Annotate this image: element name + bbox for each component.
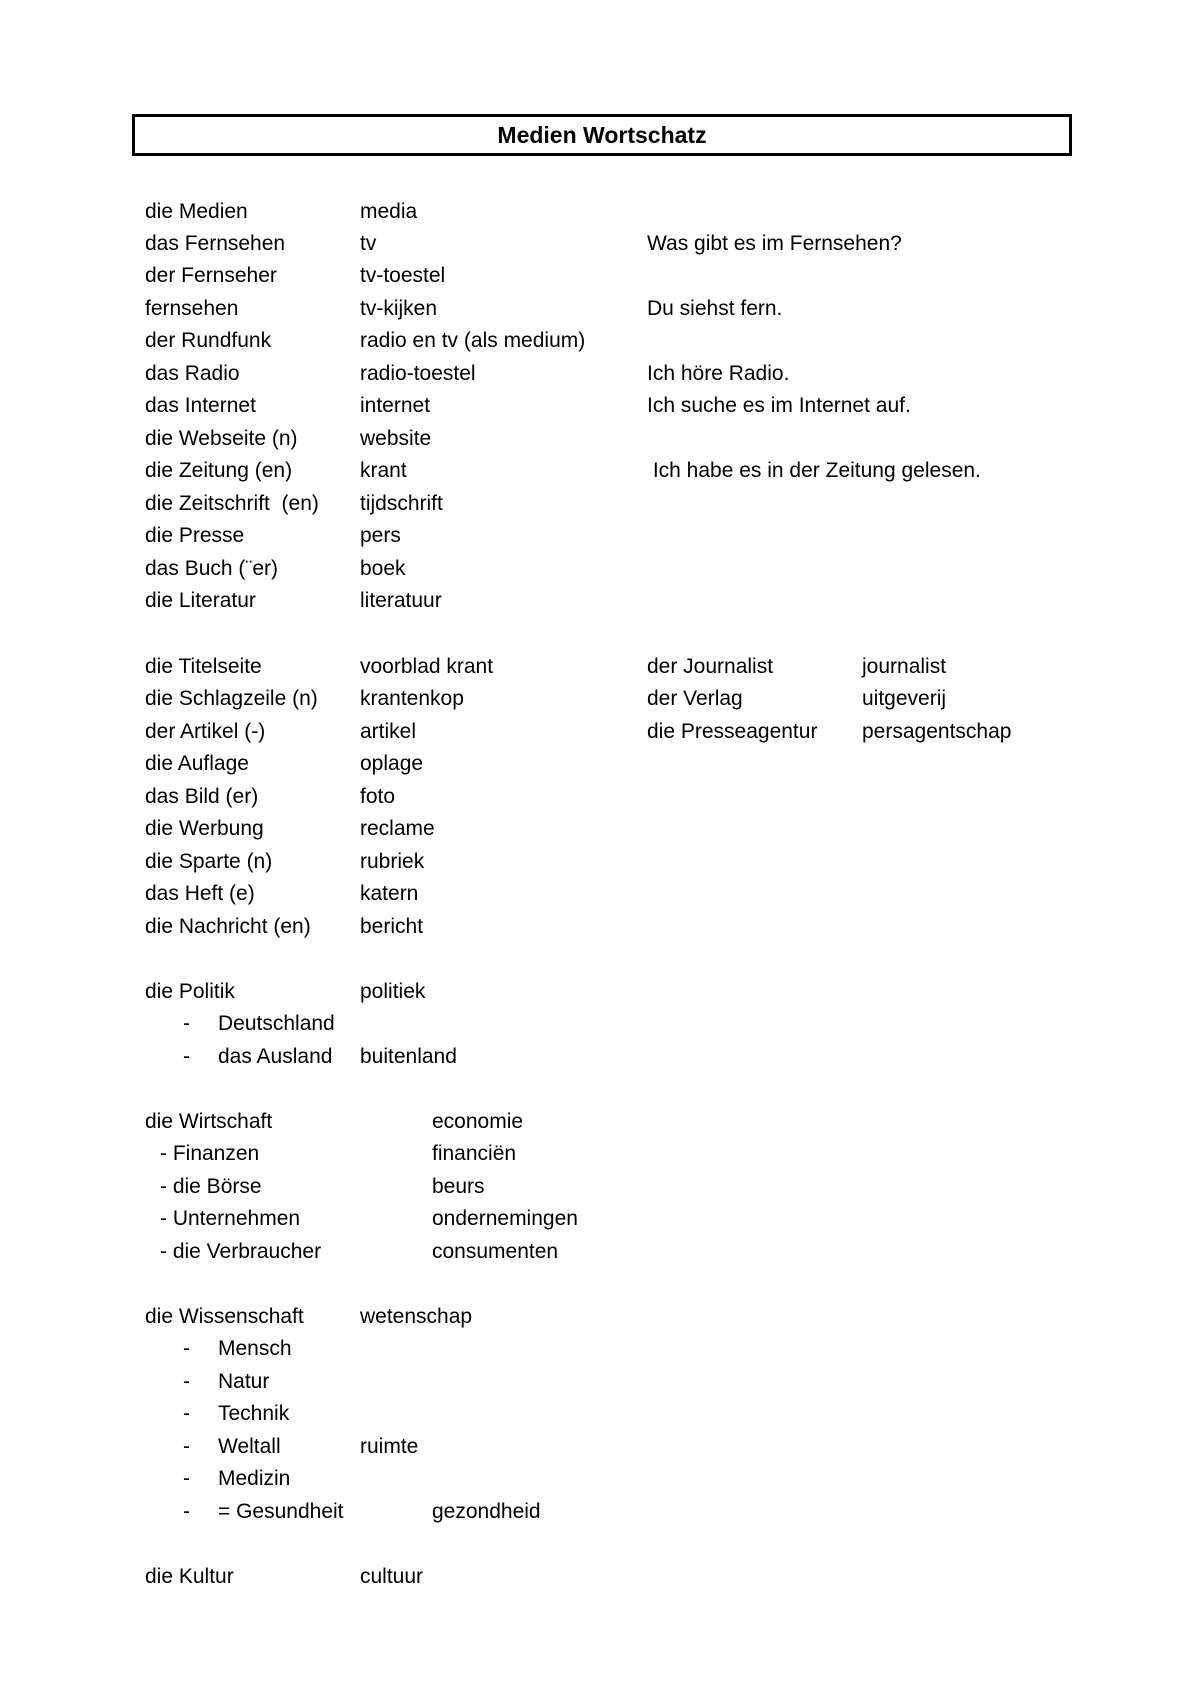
- vocab-nl: persagentschap: [862, 720, 1012, 743]
- list-dash: -: [183, 1337, 190, 1360]
- vocab-nl: financiën: [432, 1142, 517, 1165]
- vocab-de: das Fernsehen: [145, 232, 286, 255]
- vocab-de: Medizin: [218, 1467, 291, 1490]
- vocab-de: die Schlagzeile (n): [145, 687, 318, 710]
- vocab-nl: reclame: [360, 817, 435, 840]
- vocab-nl: tijdschrift: [360, 492, 443, 515]
- vocab-de: der Verlag: [647, 687, 743, 710]
- vocab-de: das Heft (e): [145, 882, 255, 905]
- vocab-de: - Finanzen: [160, 1142, 260, 1165]
- list-dash: -: [183, 1045, 190, 1068]
- vocab-de: Deutschland: [218, 1012, 335, 1035]
- vocab-de: das Radio: [145, 362, 240, 385]
- vocab-nl: website: [360, 427, 432, 450]
- vocab-de: der Journalist: [647, 655, 774, 678]
- vocab-de: Natur: [218, 1370, 270, 1393]
- vocab-nl: literatuur: [360, 589, 442, 612]
- vocab-de: - die Verbraucher: [160, 1240, 322, 1263]
- vocab-de: - die Börse: [160, 1175, 262, 1198]
- vocab-nl: internet: [360, 394, 431, 417]
- vocab-nl: radio-toestel: [360, 362, 476, 385]
- vocab-nl: tv-kijken: [360, 297, 438, 320]
- vocab-de: - Unternehmen: [160, 1207, 301, 1230]
- vocab-nl: beurs: [432, 1175, 485, 1198]
- vocab-de: die Wirtschaft: [145, 1110, 273, 1133]
- vocab-nl: media: [360, 200, 418, 223]
- vocab-de: das Internet: [145, 394, 256, 417]
- vocab-de: die Zeitschrift (en): [145, 492, 319, 515]
- vocab-de: das Ausland: [218, 1045, 333, 1068]
- vocab-de: die Webseite (n): [145, 427, 298, 450]
- vocab-nl: gezondheid: [432, 1500, 541, 1523]
- vocab-nl: artikel: [360, 720, 417, 743]
- vocab-de: die Literatur: [145, 589, 256, 612]
- vocab-nl: rubriek: [360, 850, 425, 873]
- vocab-de: die Politik: [145, 980, 235, 1003]
- list-dash: -: [183, 1435, 190, 1458]
- vocab-de: die Nachricht (en): [145, 915, 311, 938]
- vocab-de: die Zeitung (en): [145, 459, 293, 482]
- vocab-de: der Fernseher: [145, 264, 277, 287]
- list-dash: -: [183, 1402, 190, 1425]
- vocab-nl: tv: [360, 232, 377, 255]
- list-dash: -: [183, 1467, 190, 1490]
- vocab-nl: wetenschap: [360, 1305, 473, 1328]
- vocab-nl: ondernemingen: [432, 1207, 578, 1230]
- vocab-nl: voorblad krant: [360, 655, 494, 678]
- vocab-nl: consumenten: [432, 1240, 559, 1263]
- vocab-nl: bericht: [360, 915, 424, 938]
- vocab-nl: buitenland: [360, 1045, 457, 1068]
- vocab-nl: krant: [360, 459, 407, 482]
- vocab-nl: ruimte: [360, 1435, 419, 1458]
- vocab-de: die Werbung: [145, 817, 264, 840]
- vocab-de: = Gesundheit: [218, 1500, 344, 1523]
- list-dash: -: [183, 1012, 190, 1035]
- example-sentence: Ich suche es im Internet auf.: [647, 394, 911, 417]
- document-title: Medien Wortschatz: [132, 114, 1072, 156]
- vocab-de: Mensch: [218, 1337, 292, 1360]
- vocab-nl: foto: [360, 785, 396, 808]
- vocab-de: die Medien: [145, 200, 248, 223]
- vocab-nl: krantenkop: [360, 687, 464, 710]
- vocab-de: fernsehen: [145, 297, 239, 320]
- example-sentence: Was gibt es im Fernsehen?: [647, 232, 902, 255]
- list-dash: -: [183, 1370, 190, 1393]
- example-sentence: Ich habe es in der Zeitung gelesen.: [647, 459, 981, 482]
- vocab-de: die Auflage: [145, 752, 249, 775]
- vocab-nl: pers: [360, 524, 401, 547]
- vocab-de: die Presseagentur: [647, 720, 818, 743]
- vocab-nl: boek: [360, 557, 406, 580]
- vocab-nl: oplage: [360, 752, 424, 775]
- vocab-de: Weltall: [218, 1435, 281, 1458]
- vocab-de: die Titelseite: [145, 655, 262, 678]
- vocab-de: der Rundfunk: [145, 329, 272, 352]
- vocab-de: die Sparte (n): [145, 850, 273, 873]
- vocab-nl: cultuur: [360, 1565, 424, 1588]
- vocab-de: Technik: [218, 1402, 290, 1425]
- vocab-de: die Wissenschaft: [145, 1305, 304, 1328]
- example-sentence: Ich höre Radio.: [647, 362, 790, 385]
- list-dash: -: [183, 1500, 190, 1523]
- vocab-de: das Bild (er): [145, 785, 259, 808]
- example-sentence: Du siehst fern.: [647, 297, 783, 320]
- vocab-de: der Artikel (-): [145, 720, 266, 743]
- vocab-nl: politiek: [360, 980, 426, 1003]
- vocab-de: die Presse: [145, 524, 245, 547]
- vocab-nl: radio en tv (als medium): [360, 329, 586, 352]
- vocab-nl: katern: [360, 882, 419, 905]
- vocab-nl: economie: [432, 1110, 524, 1133]
- vocab-de: das Buch (¨er): [145, 557, 279, 580]
- vocab-nl: uitgeverij: [862, 687, 947, 710]
- vocab-de: die Kultur: [145, 1565, 234, 1588]
- vocab-nl: journalist: [862, 655, 947, 678]
- vocab-nl: tv-toestel: [360, 264, 446, 287]
